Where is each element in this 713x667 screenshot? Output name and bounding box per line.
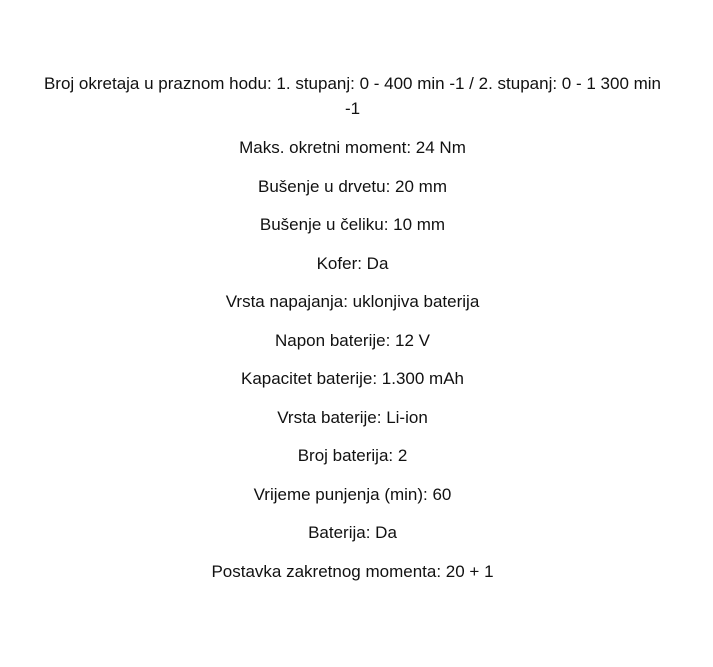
spec-max-torque: Maks. okretni moment: 24 Nm (239, 138, 466, 157)
spec-battery-capacity: Kapacitet baterije: 1.300 mAh (240, 369, 465, 388)
spec-battery-count: Broj baterija: 2 (297, 446, 408, 465)
spec-case: Kofer: Da (316, 253, 389, 273)
spec-drilling-wood: Bušenje u drvetu: 20 mm (258, 176, 447, 196)
spec-drilling-steel: Bušenje u čeliku: 10 mm (259, 215, 446, 234)
spec-charging-time: Vrijeme punjenja (min): 60 (253, 484, 452, 504)
spec-battery-included: Baterija: Da (308, 523, 397, 542)
spec-battery-voltage: Napon baterije: 12 V (275, 330, 430, 350)
spec-no-load-speed: Broj okretaja u praznom hodu: 1. stupanj: 0 - 400 min -1 / 2. stupanj: 0 - 1 300 min -1 (43, 74, 662, 118)
spec-power-type: Vrsta napajanja: uklonjiva baterija (225, 292, 480, 311)
specification-list (40, 71, 665, 597)
spec-battery-type: Vrsta baterije: Li-ion (277, 407, 428, 427)
spec-torque-setting: Postavka zakretnog momenta: 20 + 1 (211, 561, 494, 581)
